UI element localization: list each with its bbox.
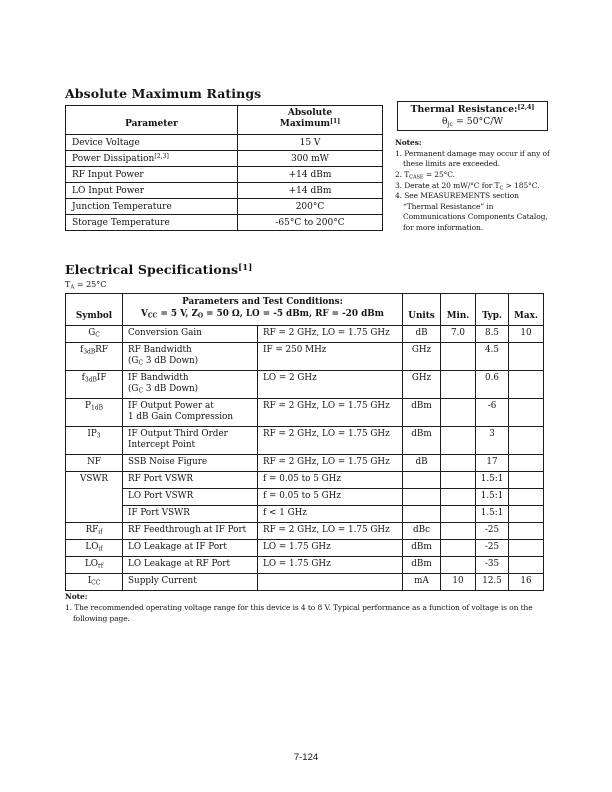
parameter-cell: Conversion Gain bbox=[123, 326, 258, 343]
min-cell bbox=[441, 371, 476, 399]
parameter-cell: Junction Temperature bbox=[66, 199, 238, 215]
units-cell: dBm bbox=[403, 557, 441, 574]
abs-max-header-row bbox=[66, 106, 383, 135]
condition-cell: f = 0.05 to 5 GHz bbox=[258, 489, 403, 506]
abs-max-heading: Absolute Maximum Ratings bbox=[65, 86, 262, 101]
thermal-resistance-value: $\theta_{jc} = 50^\circ C/W$ bbox=[441, 116, 504, 128]
symbol-cell: $IP_3$ bbox=[66, 427, 123, 455]
units-cell bbox=[403, 489, 441, 506]
max-cell bbox=[509, 427, 544, 455]
spec-row bbox=[66, 427, 544, 455]
spec-row bbox=[66, 455, 544, 472]
typ-cell: 0.6 bbox=[476, 371, 509, 399]
max-cell bbox=[509, 343, 544, 371]
max-cell bbox=[509, 472, 544, 489]
parameter-cell: RF Feedthrough at IF Port bbox=[123, 523, 258, 540]
symbol-cell: $P_{1dB}$ bbox=[66, 399, 123, 427]
abs-max-row bbox=[66, 167, 383, 183]
elec-col-conditions-line2: $V_{CC} = 5$ V, $Z_O = 50$ Ω, LO = -5 dBm, RF = -20 dBm bbox=[141, 309, 384, 320]
value-cell: 300 mW bbox=[238, 151, 383, 167]
min-cell bbox=[441, 489, 476, 506]
parameter-cell: Supply Current bbox=[123, 574, 258, 591]
parameter-cell: Device Voltage bbox=[66, 135, 238, 151]
parameter-cell: IF Port VSWR bbox=[123, 506, 258, 523]
footnote-text: 1. The recommended operating voltage range for this device is 4 to 8 V. Typical performance as a function of voltage is on the following page. bbox=[65, 602, 533, 623]
min-cell bbox=[441, 427, 476, 455]
value-cell: +14 dBm bbox=[238, 167, 383, 183]
condition-cell: LO = 2 GHz bbox=[258, 371, 403, 399]
min-cell: 10 bbox=[441, 574, 476, 591]
abs-max-col-parameter: Parameter bbox=[66, 106, 238, 135]
page-number: 7-124 bbox=[293, 752, 319, 763]
parameter-cell: IF Output Power at 1 dB Gain Compression bbox=[123, 399, 258, 427]
abs-max-row bbox=[66, 183, 383, 199]
condition-cell: RF = 2 GHz, LO = 1.75 GHz bbox=[258, 523, 403, 540]
parameter-cell: Storage Temperature bbox=[66, 215, 238, 231]
elec-table-body bbox=[66, 326, 544, 591]
abs-max-col-value: Absolute Maximum[1] bbox=[238, 106, 383, 135]
parameter-cell: RF Input Power bbox=[66, 167, 238, 183]
condition-cell bbox=[258, 574, 403, 591]
thermal-notes-label: Notes: bbox=[395, 138, 422, 147]
value-cell: +14 dBm bbox=[238, 183, 383, 199]
typ-cell: 3 bbox=[476, 427, 509, 455]
units-cell: dB bbox=[403, 326, 441, 343]
condition-cell: LO = 1.75 GHz bbox=[258, 540, 403, 557]
units-cell: dBm bbox=[403, 427, 441, 455]
parameter-cell: IF Output Third Order Intercept Point bbox=[123, 427, 258, 455]
footnote-label: Note: bbox=[65, 592, 88, 601]
parameter-cell: LO Input Power bbox=[66, 183, 238, 199]
parameter-cell: LO Leakage at RF Port bbox=[123, 557, 258, 574]
typ-cell: 17 bbox=[476, 455, 509, 472]
condition-cell: LO = 1.75 GHz bbox=[258, 557, 403, 574]
min-cell bbox=[441, 506, 476, 523]
elec-col-min: Min. bbox=[441, 294, 476, 326]
typ-cell: 8.5 bbox=[476, 326, 509, 343]
min-cell bbox=[441, 523, 476, 540]
spec-row bbox=[66, 523, 544, 540]
elec-col-symbol: Symbol bbox=[66, 294, 123, 326]
thermal-note-item: 1. Permanent damage may occur if any of these limits are exceeded. bbox=[395, 148, 550, 169]
footnote bbox=[65, 592, 546, 625]
elec-col-conditions-line1: Parameters and Test Conditions: bbox=[182, 297, 343, 308]
symbol-cell: NF bbox=[66, 455, 123, 472]
max-cell bbox=[509, 506, 544, 523]
units-cell bbox=[403, 472, 441, 489]
condition-cell: IF = 250 MHz bbox=[258, 343, 403, 371]
max-cell bbox=[509, 523, 544, 540]
spec-row bbox=[66, 489, 544, 506]
abs-max-row bbox=[66, 135, 383, 151]
spec-row bbox=[66, 399, 544, 427]
typ-cell: 12.5 bbox=[476, 574, 509, 591]
max-cell bbox=[509, 399, 544, 427]
elec-col-max: Max. bbox=[509, 294, 544, 326]
units-cell: dBm bbox=[403, 540, 441, 557]
parameter-cell: RF Bandwidth ($G_C$ 3 dB Down) bbox=[123, 343, 258, 371]
units-cell: GHz bbox=[403, 343, 441, 371]
units-cell: dB bbox=[403, 455, 441, 472]
typ-cell: -35 bbox=[476, 557, 509, 574]
abs-max-row bbox=[66, 151, 383, 167]
typ-cell: 1.5:1 bbox=[476, 472, 509, 489]
elec-col-typ: Typ. bbox=[476, 294, 509, 326]
max-cell: 16 bbox=[509, 574, 544, 591]
typ-cell: -6 bbox=[476, 399, 509, 427]
elec-col-conditions bbox=[123, 294, 403, 326]
parameter-cell: LO Leakage at IF Port bbox=[123, 540, 258, 557]
units-cell: dBm bbox=[403, 399, 441, 427]
value-cell: 15 V bbox=[238, 135, 383, 151]
typ-cell: -25 bbox=[476, 540, 509, 557]
spec-row bbox=[66, 540, 544, 557]
max-cell bbox=[509, 489, 544, 506]
symbol-cell: $RF_{if}$ bbox=[66, 523, 123, 540]
parameter-cell: Power Dissipation[2,3] bbox=[66, 151, 238, 167]
condition-cell: f < 1 GHz bbox=[258, 506, 403, 523]
symbol-cell: $I_{CC}$ bbox=[66, 574, 123, 591]
symbol-cell: VSWR bbox=[66, 472, 123, 523]
symbol-cell: $f_{3dB}RF$ bbox=[66, 343, 123, 371]
spec-row bbox=[66, 574, 544, 591]
min-cell: 7.0 bbox=[441, 326, 476, 343]
units-cell: mA bbox=[403, 574, 441, 591]
condition-cell: RF = 2 GHz, LO = 1.75 GHz bbox=[258, 399, 403, 427]
min-cell bbox=[441, 472, 476, 489]
typ-cell: 4.5 bbox=[476, 343, 509, 371]
elec-spec-subtitle: $T_A = 25^\circ C$ bbox=[65, 280, 107, 291]
condition-cell: RF = 2 GHz, LO = 1.75 GHz bbox=[258, 455, 403, 472]
condition-cell: RF = 2 GHz, LO = 1.75 GHz bbox=[258, 326, 403, 343]
thermal-note-item: 4. See MEASUREMENTS section “Thermal Resistance” in Communications Components Catalog, for more information. bbox=[395, 191, 548, 233]
thermal-notes bbox=[395, 138, 551, 234]
abs-max-table-body bbox=[66, 135, 383, 231]
parameter-cell: RF Port VSWR bbox=[123, 472, 258, 489]
min-cell bbox=[441, 455, 476, 472]
condition-cell: RF = 2 GHz, LO = 1.75 GHz bbox=[258, 427, 403, 455]
parameter-cell: SSB Noise Figure bbox=[123, 455, 258, 472]
symbol-cell: $G_C$ bbox=[66, 326, 123, 343]
symbol-cell: $LO_{if}$ bbox=[66, 540, 123, 557]
max-cell bbox=[509, 557, 544, 574]
elec-spec-heading: Electrical Specifications[1] bbox=[65, 262, 253, 277]
symbol-cell: $LO_{rf}$ bbox=[66, 557, 123, 574]
elec-spec-header-row bbox=[66, 294, 544, 326]
parameter-cell: LO Port VSWR bbox=[123, 489, 258, 506]
min-cell bbox=[441, 399, 476, 427]
abs-max-row bbox=[66, 199, 383, 215]
parameter-cell: IF Bandwidth ($G_C$ 3 dB Down) bbox=[123, 371, 258, 399]
symbol-cell: $f_{3dB}IF$ bbox=[66, 371, 123, 399]
elec-col-units: Units bbox=[403, 294, 441, 326]
max-cell: 10 bbox=[509, 326, 544, 343]
max-cell bbox=[509, 540, 544, 557]
min-cell bbox=[441, 557, 476, 574]
elec-spec-table bbox=[65, 293, 544, 591]
condition-cell: f = 0.05 to 5 GHz bbox=[258, 472, 403, 489]
min-cell bbox=[441, 540, 476, 557]
units-cell bbox=[403, 506, 441, 523]
value-cell: -65°C to 200°C bbox=[238, 215, 383, 231]
spec-row bbox=[66, 371, 544, 399]
abs-max-table bbox=[65, 105, 383, 231]
spec-row bbox=[66, 472, 544, 489]
max-cell bbox=[509, 371, 544, 399]
min-cell bbox=[441, 343, 476, 371]
units-cell: dBc bbox=[403, 523, 441, 540]
typ-cell: 1.5:1 bbox=[476, 489, 509, 506]
spec-row bbox=[66, 326, 544, 343]
spec-row bbox=[66, 557, 544, 574]
abs-max-row bbox=[66, 215, 383, 231]
thermal-resistance-title: Thermal Resistance:[2,4] bbox=[410, 103, 535, 115]
spec-row bbox=[66, 506, 544, 523]
thermal-notes-list bbox=[395, 149, 551, 234]
typ-cell: -25 bbox=[476, 523, 509, 540]
value-cell: 200°C bbox=[238, 199, 383, 215]
units-cell: GHz bbox=[403, 371, 441, 399]
max-cell bbox=[509, 455, 544, 472]
thermal-resistance-box bbox=[397, 101, 548, 131]
typ-cell: 1.5:1 bbox=[476, 506, 509, 523]
thermal-note-item: 3. Derate at 20 mW/°C for $T_C > 185^\circ C$. bbox=[395, 180, 540, 191]
spec-row bbox=[66, 343, 544, 371]
thermal-note-item: 2. $T_{CASE} = 25^\circ C$. bbox=[395, 169, 455, 181]
